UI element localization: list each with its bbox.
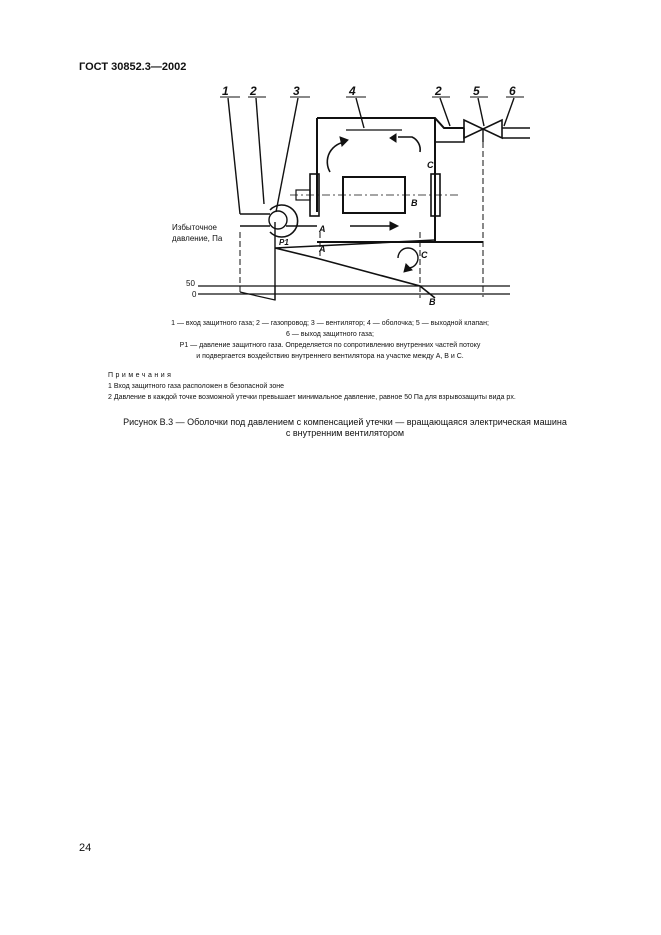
diagram-svg: [150, 82, 530, 312]
note-2: 2 Давление в каждой точке возможной утечки превышает минимальное давление, равное 50 Па для взрывозащиты вида px.: [108, 394, 516, 401]
pressure-profile: [275, 248, 435, 298]
callout-6: 6: [509, 84, 516, 98]
enclosure-outline: [317, 118, 464, 128]
tick-50: 50: [186, 279, 195, 288]
notes-title: Примечания: [108, 372, 174, 379]
point-c-upper: C: [427, 160, 434, 170]
callout-2b: 2: [435, 84, 442, 98]
caption-line-2: с внутренним вентилятором: [285, 428, 405, 438]
tick-0: 0: [192, 290, 197, 299]
callout-2: 2: [250, 84, 257, 98]
document-header: ГОСТ 30852.3—2002: [79, 61, 187, 73]
callout-leader-2b: [440, 98, 450, 126]
callout-leader-6: [504, 98, 514, 126]
point-a-upper: A: [319, 224, 326, 234]
legend-line-2: 6 — выход защитного газа;: [286, 331, 374, 338]
fan-rotor: [269, 211, 287, 229]
callout-leader-1: [228, 98, 240, 214]
note-1: 1 Вход защитного газа расположен в безопасной зоне: [108, 383, 284, 390]
notes-block: [108, 370, 628, 403]
callout-leader-2: [256, 98, 264, 204]
legend-line-4: и подвергается воздействию внутреннего вентилятора на участке между A, B и C.: [196, 353, 464, 360]
legend-line-3: P1 — давление защитного газа. Определяется по сопротивлению внутренних частей потоку: [179, 342, 481, 349]
point-b-upper: B: [411, 198, 418, 208]
pressure-label-line2: давление, Па: [172, 234, 223, 243]
point-c-lower: C: [421, 250, 428, 260]
figure-diagram: [150, 82, 530, 312]
callout-3: 3: [293, 84, 300, 98]
legend-line-1: 1 — вход защитного газа; 2 — газопровод; 3 — вентилятор; 4 — оболочка; 5 — выходной клапан;: [171, 320, 489, 327]
callout-leader-5: [478, 98, 484, 126]
point-a-lower: A: [319, 244, 326, 254]
figure-caption: [80, 417, 610, 439]
fan-housing: [270, 205, 298, 237]
pressure-label-line1: Избыточное: [172, 223, 217, 232]
page-number: 24: [79, 842, 92, 854]
p1-label: P1: [279, 238, 289, 247]
callout-1: 1: [222, 84, 229, 98]
callout-5: 5: [473, 84, 480, 98]
figure-legend: [100, 318, 560, 362]
caption-line-1: Рисунок В.3 — Оболочки под давлением с компенсацией утечки — вращающаяся электрическая машина: [123, 417, 567, 427]
callout-leader-4: [356, 98, 364, 128]
point-b-lower: B: [429, 297, 436, 307]
callout-4: 4: [349, 84, 356, 98]
